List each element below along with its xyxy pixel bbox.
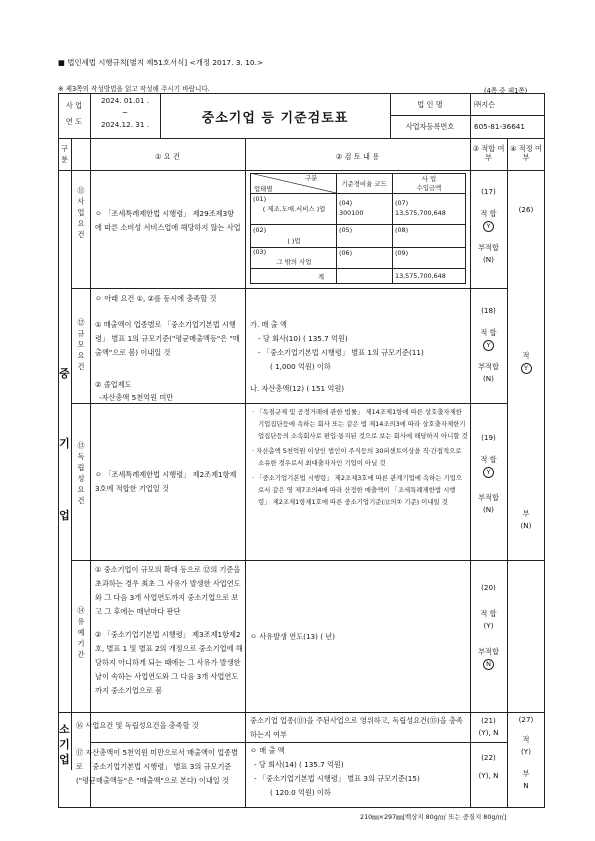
business-year-dates — [90, 95, 160, 131]
r1-fit-mark: Y — [483, 221, 494, 232]
tbl-total-label: 계 — [317, 273, 325, 281]
small-r2-review: ㅇ 매 출 액 - 당 회사(14) ( 135.7 억원) - 「중소기업기본법 시행령」 별표 3의 규모기준(15) ( 120.0 억원) 이하 — [250, 746, 420, 797]
r2-req-2: ② 졸업제도 — [95, 380, 132, 389]
r1-label: ⑪ 사 업 요 건 — [77, 186, 85, 239]
sme-label-2: 기 — [59, 437, 70, 450]
small-proper: (27) 적 (Y) 부 N — [518, 715, 534, 790]
tbl-corner-bottom: 업태별 — [254, 185, 273, 193]
tbl-r1-c: (04) — [339, 199, 353, 207]
regno-label: 사업자등록번호 — [405, 122, 455, 131]
small-label: 소 기 업 — [59, 723, 70, 766]
corp-name-label: 법 인 명 — [417, 100, 443, 109]
tbl-r2-e: (08) — [395, 226, 409, 234]
r1-requirement: ㅇ 「조세특례제한법 시행령」 제29조제3항에 따른 소비성 서비스업에 해당하지 않는 사업 — [95, 209, 241, 232]
tbl-r3-a: (03) — [253, 248, 267, 256]
tbl-r1-d: 300100 — [339, 209, 364, 217]
page-indicator: (4쪽 중 제1쪽) — [484, 87, 528, 95]
tbl-corner-top: 구분 — [305, 174, 318, 182]
tbl-r1-e: (07) — [395, 199, 409, 207]
sme-label-1: 중 — [59, 367, 70, 380]
tbl-r3-c: (06) — [339, 249, 353, 257]
r2-review: 가. 매 출 액 - 당 회사(10) ( 135.7 억원) - 「중소기업기본법 시행령」 별표 1의 규모기준(11) ( 1,000 억원) 이하 나. 자산총액(12) ( 151 억원) — [250, 320, 424, 393]
tbl-col-code: 기준경비율 코드 — [341, 180, 387, 188]
date-tilde: ~ — [121, 108, 129, 117]
regno-value: 605-81-36641 — [474, 122, 525, 131]
r4-fit: (20) 적 합 (Y) 부적합 N — [478, 583, 499, 668]
date-to: 2024.12. 31 . — [100, 120, 149, 129]
date-from: 2024. 01.01 . — [100, 96, 149, 105]
tbl-r2-a: (02) — [253, 226, 267, 234]
r4-unfit-mark: N — [483, 659, 494, 670]
r2-req-1: ① 매출액이 업종별로 「중소기업기본법 시행령」 별표 1의 규모기준("평균매출액등"은 "매출액"으로 봄) 이내일 것 — [95, 320, 240, 357]
r2-req-2b: -자산총액 5천억원 미만 — [99, 393, 174, 402]
col-requirement: ① 요 건 — [155, 152, 180, 161]
form-reference: ■ 법인세법 시행규칙[별지 제51호서식] <개정 2017. 3. 10.> — [58, 58, 264, 67]
tbl-r3-e: (09) — [395, 249, 409, 257]
r4-label: ⑭ 유 예 기 간 — [77, 606, 85, 659]
col-fit: ③ 적합 여부 — [472, 144, 505, 162]
r3-review: · 「독점규제 및 공정거래에 관한 법률」 제14조제1항에 따른 상호출자제한기업집단등에 속하는 회사 또는 같은 법 제14조의3에 따라 상호출자제한기업집단등의 소속회사로 편입·통지된 것으로 보는 회사에 해당하지 아니할 것 · 자산총액 5천억원 이상인 법인이 주식등의 30퍼센트이상을 직·간접적으로 소유한 경우로서 최대출자자인 기업이 아닐 것 · 「중소기업기본법 시행령」 제2조제3호에 따른 관계기업에 속하는 기업으로서 같은 영 제7조의4에 따라 산정한 매출액이 「조세특례제한법 시행령」 제2조제1항제1호에 따른 중소기업기준(⑫의① 기준) 이내일 것 — [252, 408, 468, 506]
r3-fit: (19) 적 합 Y 부적합 (N) — [478, 433, 499, 514]
r2-label: ⑫ 규 모 요 건 — [77, 318, 85, 371]
small-r1-req: ⑯ 사업요건 및 독립성요건을 충족할 것 — [76, 721, 199, 730]
tbl-total-value: 13,575,700,648 — [395, 272, 446, 280]
r3-fit-mark: Y — [483, 467, 494, 478]
r2-fit: (18) 적 합 Y 부적합 (N) — [478, 306, 499, 383]
small-r1-fit: (21) (Y), N — [478, 716, 499, 737]
tbl-r2-b: ( )업 — [287, 237, 301, 245]
r4-req-2: ② 「중소기업기본법 시행령」 제3조제1항제2호, 별표 1 및 별표 2의 개정으로 중소기업에 해당하지 아니하게 되는 때에는 그 사유가 발생한 날이 속하는 사업연도와 그 다음 3개 사업연도까지 중소기업으로 봄 — [95, 630, 243, 695]
r2-proper: 적 Y — [507, 350, 545, 374]
r1-proper-code: (26) — [518, 205, 534, 214]
r2-proper-mark: Y — [521, 363, 532, 374]
tbl-r1-f: 13,575,700,648 — [395, 209, 446, 217]
r3-requirement: ㅇ 「조세특례제한법 시행령」 제2조제1항제3호에 적합한 기업일 것 — [95, 470, 237, 493]
tbl-r2-c: (05) — [339, 226, 353, 234]
r4-review: ㅇ 사유발생 연도(13) ( 년) — [250, 632, 336, 641]
r2-req-intro: ㅇ 아래 요건 ①, ②를 동시에 충족할 것 — [95, 294, 217, 303]
r3-label: ⑬ 독 립 성 요 건 — [77, 441, 85, 505]
small-r1-review: 중소기업 업종(⑪)을 주된사업으로 영위하고, 독립성요건(⑬)을 충족하는지 여부 — [250, 716, 463, 739]
sme-label-3: 업 — [59, 509, 70, 522]
r4-req-1: ① 중소기업이 규모의 확대 등으로 ⑫의 기준을 초과하는 경우 최초 그 사유가 발생한 사업연도와 그 다음 3개 사업연도까지 중소기업으로 보고 그 후에는 매년마다 판단 — [95, 565, 241, 616]
business-year-label: 사 업 연 도 — [65, 101, 83, 126]
col-proper: ④ 적정 여부 — [510, 144, 542, 162]
paper-spec-footer: 210㎜×297㎜[백상지 80g/㎡ 또는 중질지 80g/㎡] — [360, 813, 507, 821]
tbl-col-revenue: 사 업 수입금액 — [416, 175, 442, 192]
corp-name-value: ㈜지슨 — [474, 100, 496, 109]
tbl-r3-b: 그 밖의 사업 — [276, 258, 312, 266]
r2-fit-mark: Y — [483, 340, 494, 351]
r1-fit: (17) 적 합 Y 부적합 (N) — [478, 187, 499, 264]
instruction-note: ※ 제3쪽의 작성방법을 읽고 작성해 주시기 바랍니다. — [58, 85, 210, 93]
small-r2-req: ⑰ 자산총액이 5천억원 미만으로서 매출액이 업종별로 「중소기업기본법 시행령」 별표 3의 규모기준("평균매출액등"은 "매출액"으로 본다) 이내일 것 — [76, 748, 239, 785]
tbl-r1-a: (01) — [253, 195, 267, 203]
tbl-r1-b: ( 제조.도매.서비스 )업 — [262, 205, 326, 213]
col-gubun: 구 분 — [61, 144, 68, 164]
small-r2-fit: (22) (Y), N — [478, 753, 499, 780]
col-review: ② 검 토 내 용 — [335, 152, 380, 161]
r3-proper: 부 (N) — [520, 509, 532, 530]
form-title: 중소기업 등 기준검토표 — [201, 111, 349, 126]
